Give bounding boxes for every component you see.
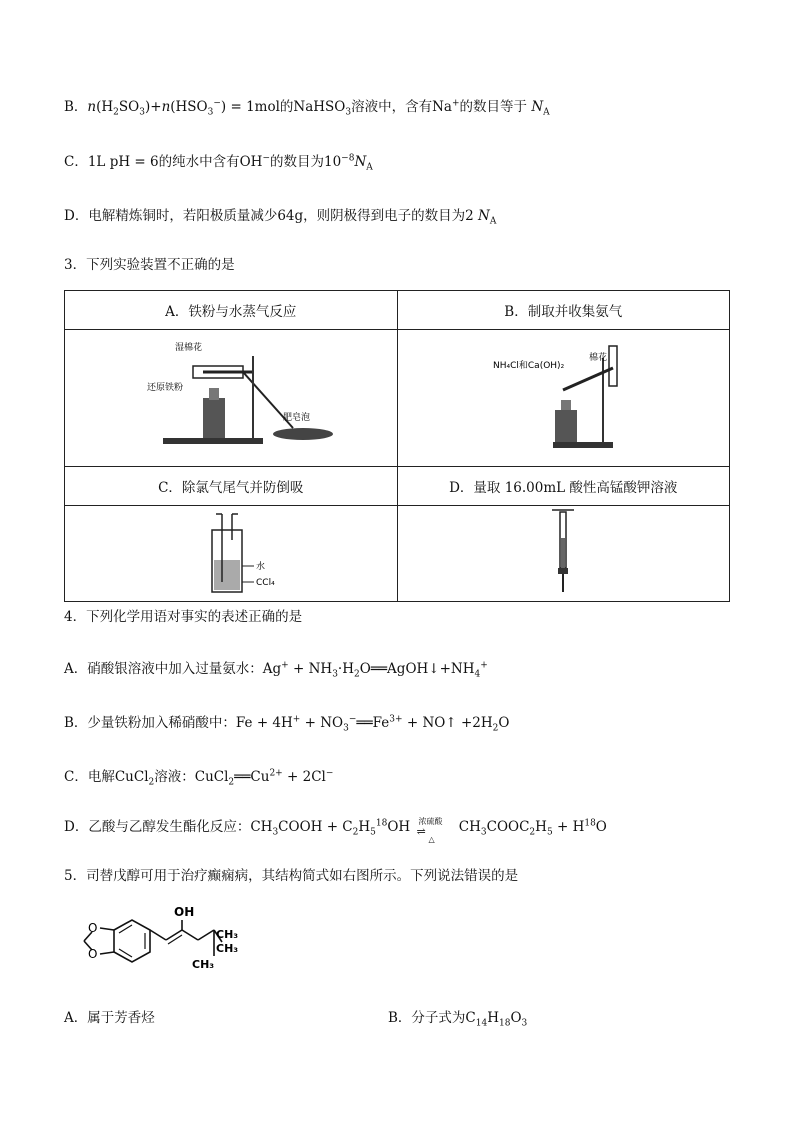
- stiripentol-structure: [64, 900, 254, 990]
- q2-option-d: D．电解精炼铜时，若阳极质量减少64g，则阴极得到电子的数目为2 $N_A$: [64, 208, 497, 227]
- ammonia-apparatus: [493, 338, 673, 458]
- label-water: 水: [256, 562, 266, 572]
- cell-b-header: B．制取并收集氨气: [397, 291, 730, 330]
- q4-option-b: B．少量铁粉加入稀硝酸中：$Fe + 4H^+ + NO_3^-══Fe^{3+}$ + NO↑ $+2H_2O$: [64, 714, 510, 734]
- q5-option-b: B．分子式为$C_{14}H_{18}O_3$: [388, 1010, 528, 1029]
- label-cotton: 棉花: [588, 353, 607, 363]
- cell-c-header: C．除氯气尾气并防倒吸: [65, 467, 398, 506]
- q2-option-b: B．$n(H_2SO_3)+n(HSO_3^-) = 1mol$的NaHSO$_3$溶液中，含有Na+的数目等于 $N_A$: [64, 98, 550, 118]
- burette: [548, 508, 578, 594]
- apparatus-table: [64, 290, 730, 602]
- iron-steam-apparatus: [143, 338, 343, 458]
- gas-wash-bottle: [202, 510, 292, 596]
- oxygen-bottom: O: [88, 947, 98, 961]
- label-wet-cotton: 湿棉花: [175, 343, 203, 353]
- label-reagents: NH₄Cl和Ca(OH)₂: [492, 361, 564, 371]
- label-iron-powder: 还原铁粉: [147, 383, 184, 393]
- label-ch3-3: CH₃: [192, 958, 215, 971]
- oxygen-top: O: [88, 921, 98, 935]
- cell-d-image: [397, 506, 730, 602]
- q5-stem: 5．司替戊醇可用于治疗癫痫病，其结构简式如右图所示。下列说法错误的是: [64, 868, 519, 884]
- label-soap-bubble: 肥皂泡: [283, 413, 311, 423]
- cell-c-image: [65, 506, 398, 602]
- q3-stem: 3．下列实验装置不正确的是: [64, 257, 235, 273]
- label-ch3-2: CH₃: [216, 942, 239, 955]
- q5-option-a: A．属于芳香烃: [64, 1010, 155, 1026]
- label-ccl4: CCl₄: [256, 578, 275, 588]
- q4-option-c: C．电解CuCl$_2$溶液：$CuCl_2══Cu^{2+} + 2Cl^-$: [64, 768, 334, 788]
- cell-a-header: A．铁粉与水蒸气反应: [65, 291, 398, 330]
- q4-option-d: D．乙酸与乙醇发生酯化反应：$CH_3COOH + C_2H_5^{18}OH$ 浓硫酸 ⇌ △ $CH_3COOC_2H_5 + H^{18}O$: [64, 816, 607, 844]
- label-ch3-1: CH₃: [216, 928, 239, 941]
- cell-d-header: D．量取 16.00mL 酸性高锰酸钾溶液: [397, 467, 730, 506]
- label-oh: OH: [174, 905, 195, 919]
- reaction-condition: 浓硫酸 ⇌ △: [416, 816, 443, 844]
- cell-b-image: [397, 330, 730, 467]
- q4-stem: 4．下列化学用语对事实的表述正确的是: [64, 609, 303, 625]
- q2-option-c: C．1L pH = 6的纯水中含有OH−的数目为$10^{-8}N_A$: [64, 153, 373, 173]
- q4-option-a: A．硝酸银溶液中加入过量氨水：$Ag^+ + NH_3\cdot H_2O══AgOH↓+NH_4^+$: [64, 660, 488, 680]
- cell-a-image: [65, 330, 398, 467]
